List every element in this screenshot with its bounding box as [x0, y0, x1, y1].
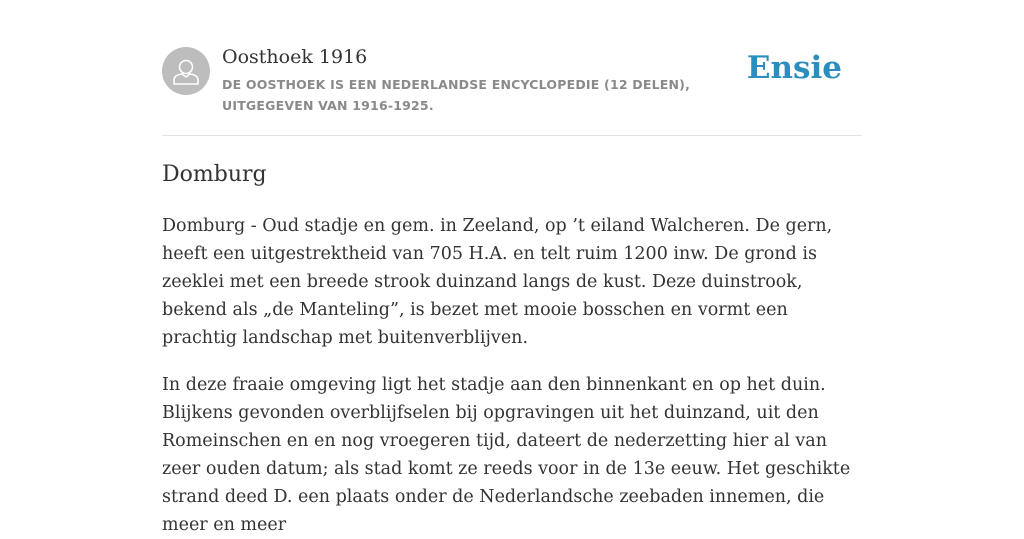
source-description: DE OOSTHOEK IS EEN NEDERLANDSE ENCYCLOPEDIE (12 DELEN), UITGEGEVEN VAN 1916-1925.	[222, 77, 691, 113]
article-paragraph: Domburg - Oud stadje en gem. in Zeeland, op ’t eiland Walcheren. De gern, heeft een uitgestrektheid van 705 H.A. en telt ruim 1200 inw. De grond is zeeklei met een breede strook duinzand langs de kust. Deze duinstrook, bekend als „de Manteling”, is bezet met mooie bosschen en vormt een prachtig landschap met buitenverblijven.	[162, 216, 833, 348]
avatar[interactable]	[162, 47, 210, 95]
article-paragraph: In deze fraaie omgeving ligt het stadje aan den binnenkant en op het duin. Blijkens gevonden overblijfselen bij opgravingen uit het duinzand, uit den Romeinschen en en nog vroegeren tijd, dateert de nederzetting hier al van zeer ouden datum; als stad komt ze reeds voor in de 13e eeuw. Het geschikte strand deed D. een plaats onder de Nederlandsche zeebaden innemen, die meer en meer	[162, 375, 851, 535]
article	[162, 158, 862, 539]
ensie-logo[interactable]: Ensie	[746, 50, 842, 86]
article-title: Domburg	[162, 162, 267, 187]
source-title[interactable]: Oosthoek 1916	[222, 46, 368, 68]
source-header	[162, 44, 862, 136]
user-icon	[162, 47, 210, 95]
divider	[162, 135, 862, 136]
